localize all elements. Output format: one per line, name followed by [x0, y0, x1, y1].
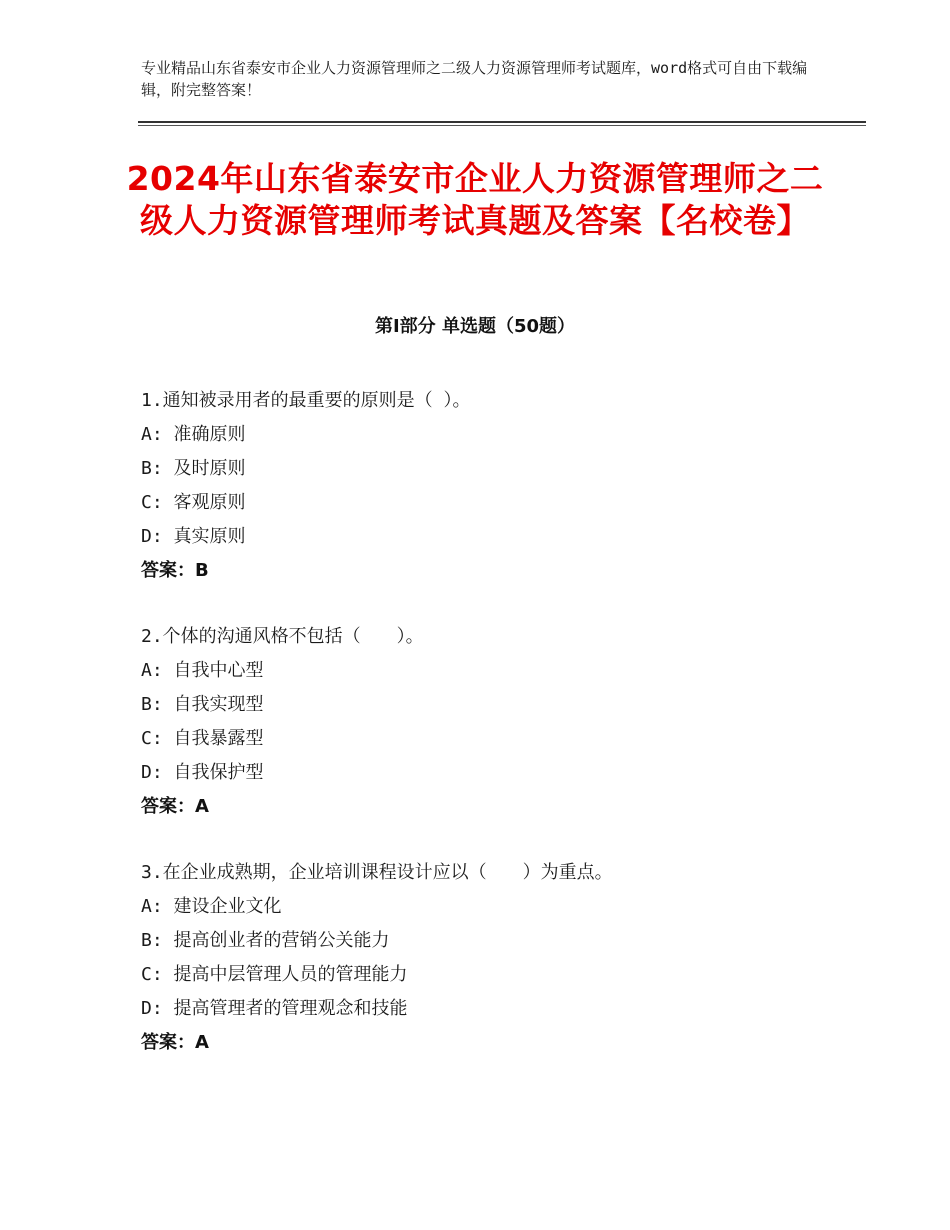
option-c: C: 自我暴露型	[141, 728, 264, 749]
answer: 答案：B	[141, 560, 209, 581]
question-text: 1.通知被录用者的最重要的原则是（ ）。	[141, 390, 471, 411]
question-list	[141, 384, 841, 1092]
header-note: 专业精品山东省泰安市企业人力资源管理师之二级人力资源管理师考试题库，word格式可自由下载编辑，附完整答案！	[141, 59, 808, 99]
option-c: C: 提高中层管理人员的管理能力	[141, 964, 408, 985]
question-2	[141, 620, 841, 824]
question-text: 2.个体的沟通风格不包括（ ）。	[141, 626, 424, 647]
option-b: B: 及时原则	[141, 458, 246, 479]
question-text: 3.在企业成熟期，企业培训课程设计应以（ ）为重点。	[141, 862, 613, 883]
option-c: C: 客观原则	[141, 492, 246, 513]
option-d: D: 真实原则	[141, 526, 246, 547]
header-divider-thick	[138, 121, 866, 123]
header-divider	[138, 121, 866, 126]
option-a: A: 建设企业文化	[141, 896, 282, 917]
option-a: A: 自我中心型	[141, 660, 264, 681]
option-b: B: 自我实现型	[141, 694, 264, 715]
option-a: A: 准确原则	[141, 424, 246, 445]
document-title: 2024年山东省泰安市企业人力资源管理师之二级人力资源管理师考试真题及答案【名校卷】	[126, 159, 824, 240]
option-d: D: 自我保护型	[141, 762, 264, 783]
question-3	[141, 856, 841, 1060]
question-1	[141, 384, 841, 588]
section-title: 第Ⅰ部分 单选题（50题）	[374, 316, 575, 337]
header-divider-thin	[138, 125, 866, 126]
option-b: B: 提高创业者的营销公关能力	[141, 930, 390, 951]
answer: 答案：A	[141, 796, 209, 817]
option-d: D: 提高管理者的管理观念和技能	[141, 998, 408, 1019]
answer: 答案：A	[141, 1032, 209, 1053]
